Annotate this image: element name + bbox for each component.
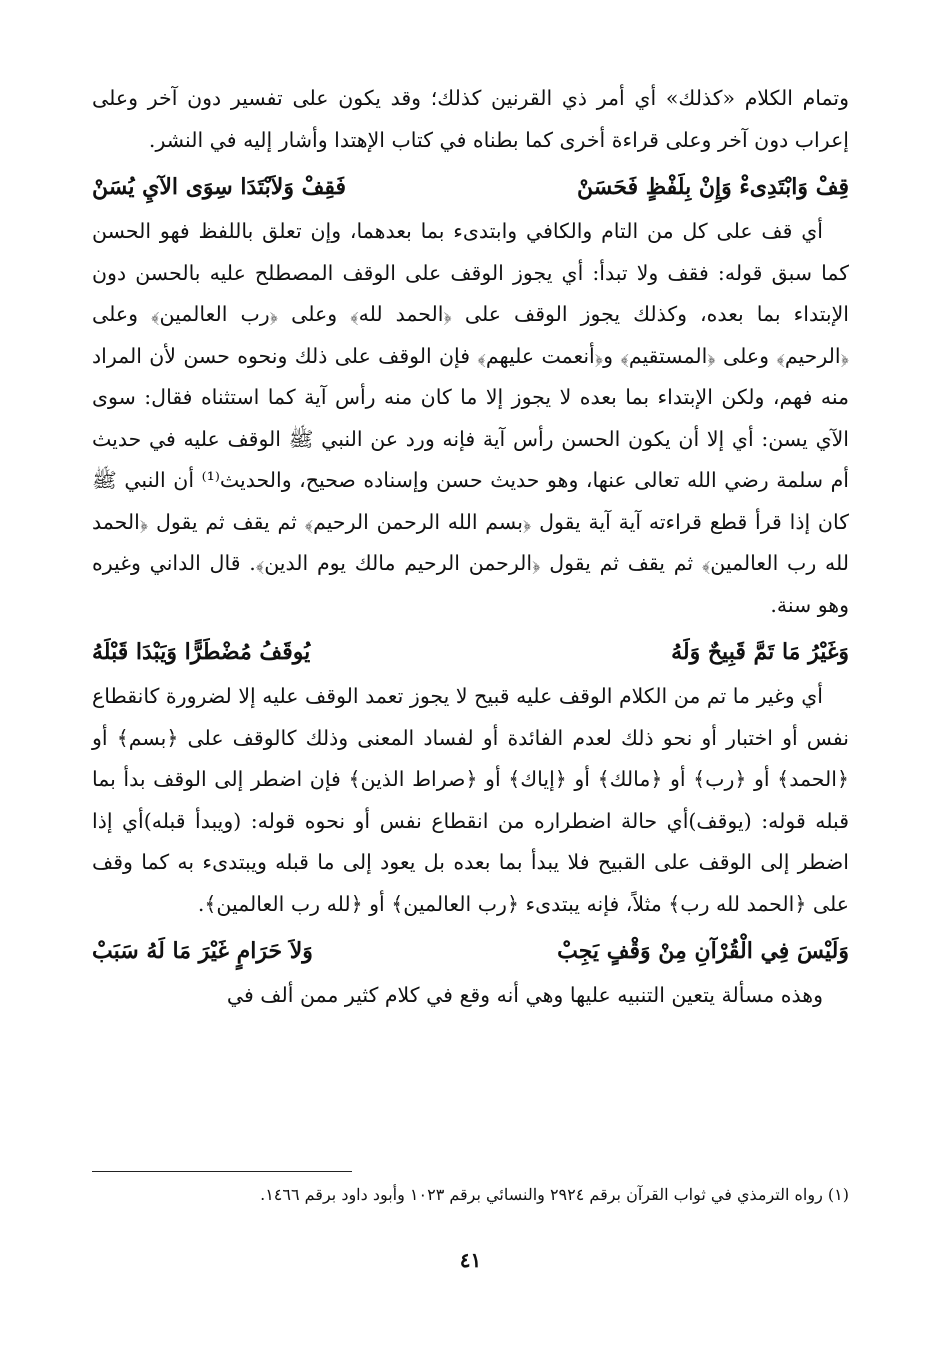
verse-line-1 [92,165,849,209]
verse-3-first-hemistich: وَلَيْسَ فِي الْقُرْآنِ مِنْ وَقْفٍ يَجِبْ [557,938,849,964]
paragraph-1: وتمام الكلام «كذلك» أي أمر ذي القرنين كذلك؛ وقد يكون على تفسير دون آخر وعلى إعراب دون آخر وعلى قراءة أخرى كما بطناه في كتاب الإهتدا وأشار إليه في النشر. [92,86,849,152]
verse-3-second-hemistich: وَلاَ حَرَامٍ غَيْرَ مَا لَهُ سَبَبْ [92,938,313,964]
verse-1-second-hemistich: فَقِفْ وَلاَبْتَدَا سِوَى الآيِ يُسَنْ [92,174,347,200]
verse-2-second-hemistich: يُوقَفُ مُضْطَرًّا وَيَبْدَا قَبْلَهُ [92,639,311,665]
verse-2-first-hemistich: وَغَيْرُ مَا تَمَّ قَبِيحٌ وَلَهُ [671,639,849,665]
paragraph-3: أي وغير ما تم من الكلام الوقف عليه قبيح لا يجوز تعمد الوقف عليه إلا لضرورة كانقطاع نفس أو اختبار أو نحو ذلك لعدم الفائدة أو لفساد المعنى وذلك كالوقف على ﴿بسم﴾ أو ﴿الحمد﴾ أو ﴿رب﴾ أو ﴿مالك﴾ أو ﴿إياك﴾ أو ﴿صراط الذين﴾ فإن اضطر إلى الوقف بدأ بما قبله قوله: (يوقف)أي حالة اضطراره من انقطاع نفس أو نحوه قوله: (ويبدأ قبله)أي إذا اضطر إلى الوقف على القبيح فلا يبدأ بما بعده بل يعود إلى ما قبله ويبتدىء به كما وقف على ﴿الحمد لله رب﴾ مثلاً، فإنه يبتدىء ﴿رب العالمين﴾ أو ﴿لله رب العالمين﴾. [92,684,849,916]
verse-line-2 [92,630,849,674]
paragraph-4: وهذه مسألة يتعين التنبيه عليها وهي أنه وقع في كلام كثير ممن ألف في [226,983,823,1007]
verse-line-3 [92,929,849,973]
page-number: ٤١ [459,1248,482,1272]
verse-1-first-hemistich: قِفْ وَابْتَدِىءْ وَإِنْ بِلَفْظٍ فَحَسَنْ [577,174,849,200]
paragraph-2: أي قف على كل من التام والكافي وابتدىء بما بعدهما، وإن تعلق باللفظ فهو الحسن كما سبق قوله: فقف ولا تبدأ: أي يجوز الوقف على الوقف المصطلح عليه بالحسن دون الإبتداء بما بعده، وكذلك يجوز الوقف على ﴿الحمد لله﴾ وعلى ﴿رب العالمين﴾ وعلى ﴿الرحيم﴾ وعلى ﴿المستقيم﴾ و﴿أنعمت عليهم﴾ فإن الوقف على ذلك ونحوه حسن لأن المراد منه فهم، ولكن الإبتداء بما بعده لا يجوز إلا ما كان منه رأس آية كما استثناه فقال: سوى الآي يسن: أي إلا أن يكون الحسن رأس آية فإنه ورد عن النبي ﷺ الوقف عليه في حديث أم سلمة رضي الله تعالى عنها، وهو حديث حسن وإسناده صحيح، والحديث⁽¹⁾ أن النبي ﷺ كان إذا قرأ قطع قراءته آية آية يقول ﴿بسم الله الرحمن الرحيم﴾ ثم يقف ثم يقول ﴿الحمد لله رب العالمين﴾ ثم يقف ثم يقول ﴿الرحمن الرحيم مالك يوم الدين﴾. قال الداني وغيره وهو سنة. [92,219,850,617]
footnote-divider [92,1171,352,1172]
footnote: (١) رواه الترمذي في ثواب القرآن برقم ٢٩٢٤ والنسائي برقم ١٠٢٣ وأبود داود برقم ١٤٦٦. [260,1185,849,1204]
